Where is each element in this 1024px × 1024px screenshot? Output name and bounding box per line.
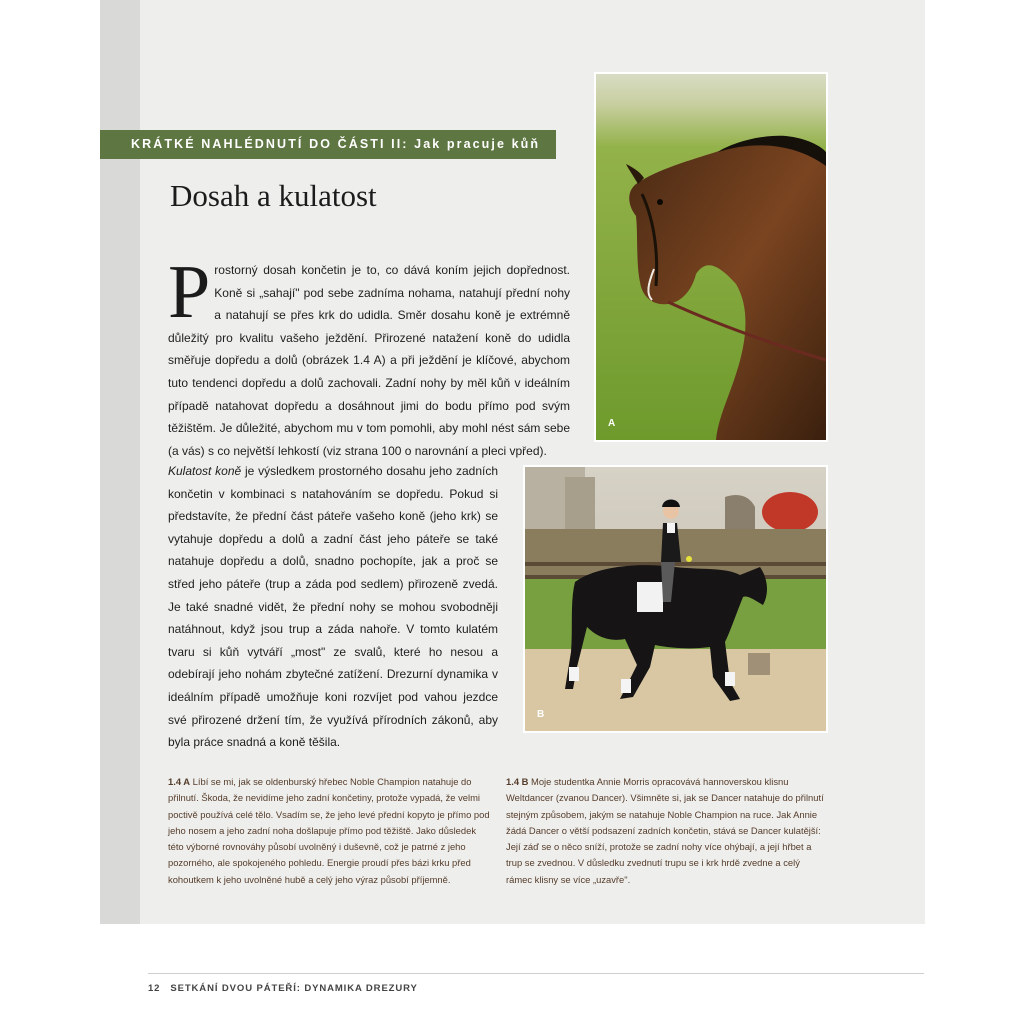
rider-horse-illustration xyxy=(525,467,826,731)
caption-1-4-b xyxy=(506,774,828,888)
paragraph-2-term: Kulatost koně xyxy=(168,464,242,478)
horse-head-illustration xyxy=(596,74,826,440)
paragraph-2-text: je výsledkem prostorného dosahu jeho zadních končetin v kombinaci s natahováním se dopředu. Pokud si představíte, že přední část páteře vašeho koně (jeho krk) se vytahuje dopředu a dolů a zadní část jeho páteře se také natahuje dopředu a dolů, snadno pochopíte, jak a proč se střed jeho páteře (trup a záda pod sedlem) přirozeně zvedá. Je také snadné vidět, že přední nohy se mohou svobodněji natáhnout, když jsou trup a záda nahoře. V tomto kulatém tvaru si kůň vytváří „most" ze svalů, které ho nesou a odebírají jeho nohám zbytečné zatížení. Drezurní dynamika v ideálním případě umožňuje koni rozvíjet pod vahou jezdce své přirozené držení tím, že využívá přírodních zákonů, aby byla práce snadná a koně těšila. xyxy=(168,464,499,750)
paragraph-1-text: rostorný dosah končetin je to, co dává koním jejich dopřednost. Koně si „sahají" pod sebe zadníma nohama, natahují přední nohy a natahují se přes krk do udidla. Směr dosahu koně je extrémně důležitý pro kvalitu vašeho ježdění. Přirozené natažení koně do udidla směřuje dopředu a dolů (obrázek 1.4 A) a při ježdění je klíčové, abychom tuto tendenci dopředu a dolů zachovali. Zadní nohy by měl kůň v ideálním případě natahovat dopředu a dosáhnout jimi do bodu přímo pod svým těžištěm. Je důležité, abychom mu v tom pomohli, aby mohl nést sám sebe (a vás) s co největší lehkostí (viz strana 100 o narovnání a pleci vpřed). xyxy=(168,263,570,458)
running-title: SETKÁNÍ DVOU PÁTEŘÍ: DYNAMIKA DREZURY xyxy=(170,983,418,994)
body-paragraph-2 xyxy=(168,460,498,754)
caption-b-text: Moje studentka Annie Morris opracovává hannoverskou klisnu Weltdancer (zvanou Dancer). Všimněte si, jak se Dancer natahuje do přilnutí stejným způsobem, jakým se natahuje Noble Champion na ruce. Jak Annie žádá Dancer o větší podsazení zadních končetin, stává se Dancer kulatější: Její záď se o něco sníží, protože se zadní nohy více ohýbají, a její hřbet a trup se zvednou. V důsledku zvednutí trupu se i krk hrdě zvedne a celý rámec klisny se více „uzavře". xyxy=(506,776,824,885)
page-title: Dosah a kulatost xyxy=(170,178,377,213)
photo-a-label: A xyxy=(608,418,616,429)
body-paragraph-1 xyxy=(168,250,570,462)
drop-cap: P xyxy=(168,250,211,334)
photo-b-label: B xyxy=(537,709,545,720)
caption-a-number: 1.4 A xyxy=(168,776,191,787)
photo-rider-on-horse xyxy=(523,465,828,733)
section-banner: KRÁTKÉ NAHLÉDNUTÍ DO ČÁSTI II: Jak pracuje kůň xyxy=(100,130,556,159)
caption-a-text: Líbí se mi, jak se oldenburský hřebec Noble Champion natahuje do přilnutí. Škoda, že nevidíme jeho zadní končetiny, protože vypadá, že velmi poctivě používá celé tělo. Vsadím se, že jeho levé přední kopyto je přímo pod jeho nosem a jeho zadní noha došlapuje přímo pod těžiště. Jako důsledek této výborné rovnováhy působí uvolněný i duševně, což je patrné z jeho pozorného, ale spokojeného pohledu. Energie proudí přes bázi krku před kohoutkem k jeho uvolněné hubě a celý jeho výraz působí příjemně. xyxy=(168,776,490,885)
footer-divider xyxy=(148,973,924,974)
page-number: 12 xyxy=(148,983,161,994)
caption-1-4-a xyxy=(168,774,490,888)
caption-b-number: 1.4 B xyxy=(506,776,529,787)
page-footer xyxy=(148,983,418,994)
photo-horse-head xyxy=(594,72,828,442)
